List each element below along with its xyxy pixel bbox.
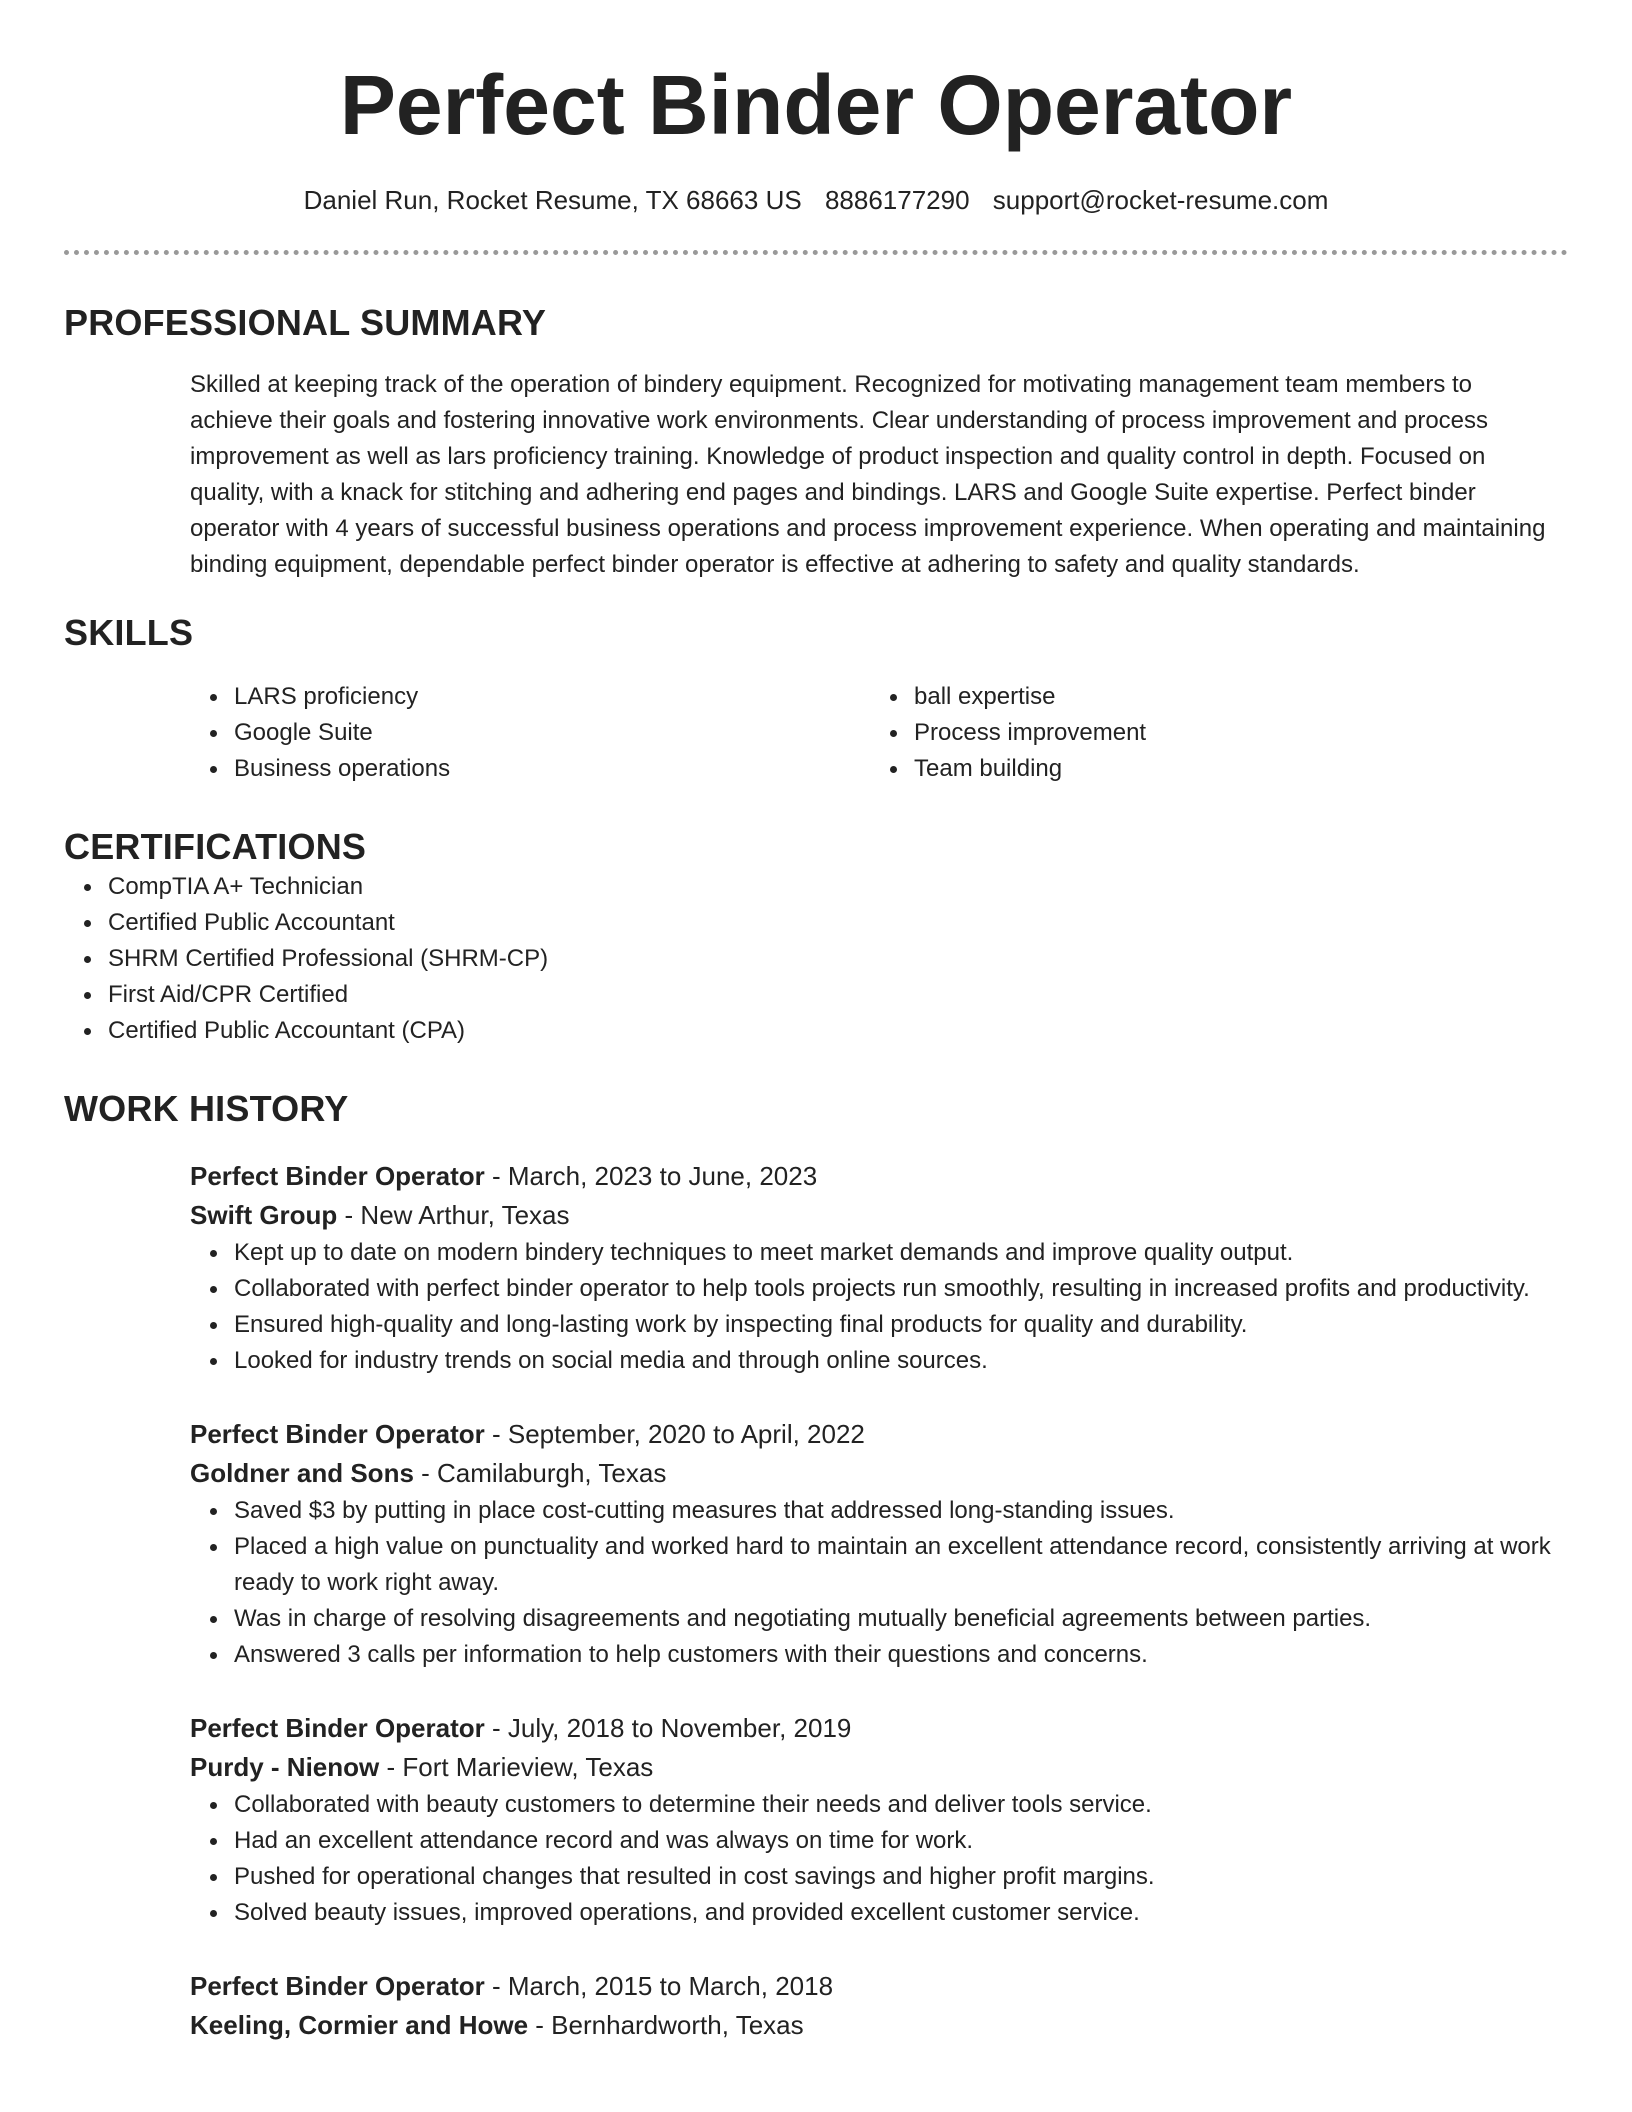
job-company: Purdy - Nienow: [190, 1752, 380, 1782]
contact-address: Daniel Run, Rocket Resume, TX 68663 US: [303, 185, 802, 215]
job-company: Swift Group: [190, 1200, 338, 1230]
job-duty-item: Looked for industry trends on social media and through online sources.: [190, 1343, 1570, 1379]
certification-item: First Aid/CPR Certified: [64, 977, 1568, 1013]
certifications-section: [64, 825, 1568, 1049]
job-entry: [190, 1967, 1568, 2045]
job-location: - Bernhardworth, Texas: [528, 2010, 804, 2040]
job-duties-list: [190, 1493, 1570, 1673]
skills-list-left: [190, 679, 870, 787]
job-title: Perfect Binder Operator: [190, 1161, 485, 1191]
skills-column-left: [190, 679, 870, 787]
job-title: Perfect Binder Operator: [190, 1419, 485, 1449]
job-dates: - March, 2015 to March, 2018: [484, 1971, 834, 2001]
job-title: Perfect Binder Operator: [190, 1713, 485, 1743]
job-duty-item: Pushed for operational changes that resulted in cost savings and higher profit margins.: [190, 1859, 1570, 1895]
job-location: - New Arthur, Texas: [337, 1200, 570, 1230]
job-location: - Camilaburgh, Texas: [413, 1458, 667, 1488]
job-title-line: [190, 1157, 1568, 1196]
job-duty-item: Answered 3 calls per information to help customers with their questions and concerns.: [190, 1637, 1570, 1673]
skills-section: [64, 611, 1568, 787]
job-duty-item: Was in charge of resolving disagreements and negotiating mutually beneficial agreements between parties.: [190, 1601, 1570, 1637]
certifications-heading: CERTIFICATIONS: [64, 826, 367, 867]
skills-list-right: [870, 679, 1550, 787]
job-company: Goldner and Sons: [190, 1458, 414, 1488]
job-title: Perfect Binder Operator: [190, 1971, 485, 2001]
work-history-heading: WORK HISTORY: [64, 1088, 349, 1129]
header-divider: [64, 250, 1568, 255]
job-company-line: [190, 1196, 1568, 1235]
work-history-section: [64, 1087, 1568, 2045]
job-company-line: [190, 1454, 1568, 1493]
contact-email: support@rocket-resume.com: [992, 185, 1329, 215]
summary-text: Skilled at keeping track of the operation of bindery equipment. Recognized for motivating management team members to achieve their goals and fostering innovative work environments. Clear understanding of process improvement and process improvement as well as lars proficiency training. Knowledge of product inspection and quality control in depth. Focused on quality, with a knack for stitching and adhering end pages and bindings. LARS and Google Suite expertise. Perfect binder operator with 4 years of successful business operations and process improvement experience. When operating and maintaining binding equipment, dependable perfect binder operator is effective at adhering to safety and quality standards.: [190, 371, 1546, 578]
contact-phone: 8886177290: [824, 185, 970, 215]
skill-item: Business operations: [190, 751, 870, 787]
skill-item: Google Suite: [190, 715, 870, 751]
certification-item: SHRM Certified Professional (SHRM-CP): [64, 941, 1568, 977]
job-entry: [190, 1709, 1568, 1931]
certifications-list: [64, 869, 1568, 1049]
job-duty-item: Placed a high value on punctuality and worked hard to maintain an excellent attendance record, consistently arriving at work ready to work right away.: [190, 1529, 1570, 1601]
job-duties-list: [190, 1787, 1570, 1931]
summary-heading: PROFESSIONAL SUMMARY: [64, 302, 547, 343]
certification-item: CompTIA A+ Technician: [64, 869, 1568, 905]
skills-heading: SKILLS: [64, 612, 194, 653]
skill-item: LARS proficiency: [190, 679, 870, 715]
contact-line: [64, 183, 1568, 217]
job-company: Keeling, Cormier and Howe: [190, 2010, 529, 2040]
job-entry: [190, 1157, 1568, 1379]
skill-item: Process improvement: [870, 715, 1550, 751]
job-title-line: [190, 1415, 1568, 1454]
job-duties-list: [190, 1235, 1570, 1379]
skill-item: Team building: [870, 751, 1550, 787]
job-company-line: [190, 1748, 1568, 1787]
job-duty-item: Had an excellent attendance record and was always on time for work.: [190, 1823, 1570, 1859]
summary-section: [64, 301, 1568, 583]
resume-title: Perfect Binder Operator: [339, 58, 1293, 152]
job-location: - Fort Marieview, Texas: [379, 1752, 654, 1782]
job-duty-item: Solved beauty issues, improved operations, and provided excellent customer service.: [190, 1895, 1570, 1931]
job-duty-item: Ensured high-quality and long-lasting work by inspecting final products for quality and durability.: [190, 1307, 1570, 1343]
job-dates: - September, 2020 to April, 2022: [484, 1419, 865, 1449]
job-duty-item: Saved $3 by putting in place cost-cutting measures that addressed long-standing issues.: [190, 1493, 1570, 1529]
job-duty-item: Collaborated with beauty customers to determine their needs and deliver tools service.: [190, 1787, 1570, 1823]
job-title-line: [190, 1967, 1568, 2006]
skill-item: ball expertise: [870, 679, 1550, 715]
job-dates: - July, 2018 to November, 2019: [484, 1713, 852, 1743]
job-duty-item: Collaborated with perfect binder operator to help tools projects run smoothly, resulting in increased profits and productivity.: [190, 1271, 1570, 1307]
resume-page: [64, 0, 1568, 2045]
job-duty-item: Kept up to date on modern bindery techniques to meet market demands and improve quality output.: [190, 1235, 1570, 1271]
certification-item: Certified Public Accountant: [64, 905, 1568, 941]
skills-grid: [190, 679, 1568, 787]
skills-column-right: [870, 679, 1550, 787]
certification-item: Certified Public Accountant (CPA): [64, 1013, 1568, 1049]
job-company-line: [190, 2006, 1568, 2045]
job-entry: [190, 1415, 1568, 1673]
job-title-line: [190, 1709, 1568, 1748]
job-dates: - March, 2023 to June, 2023: [484, 1161, 818, 1191]
